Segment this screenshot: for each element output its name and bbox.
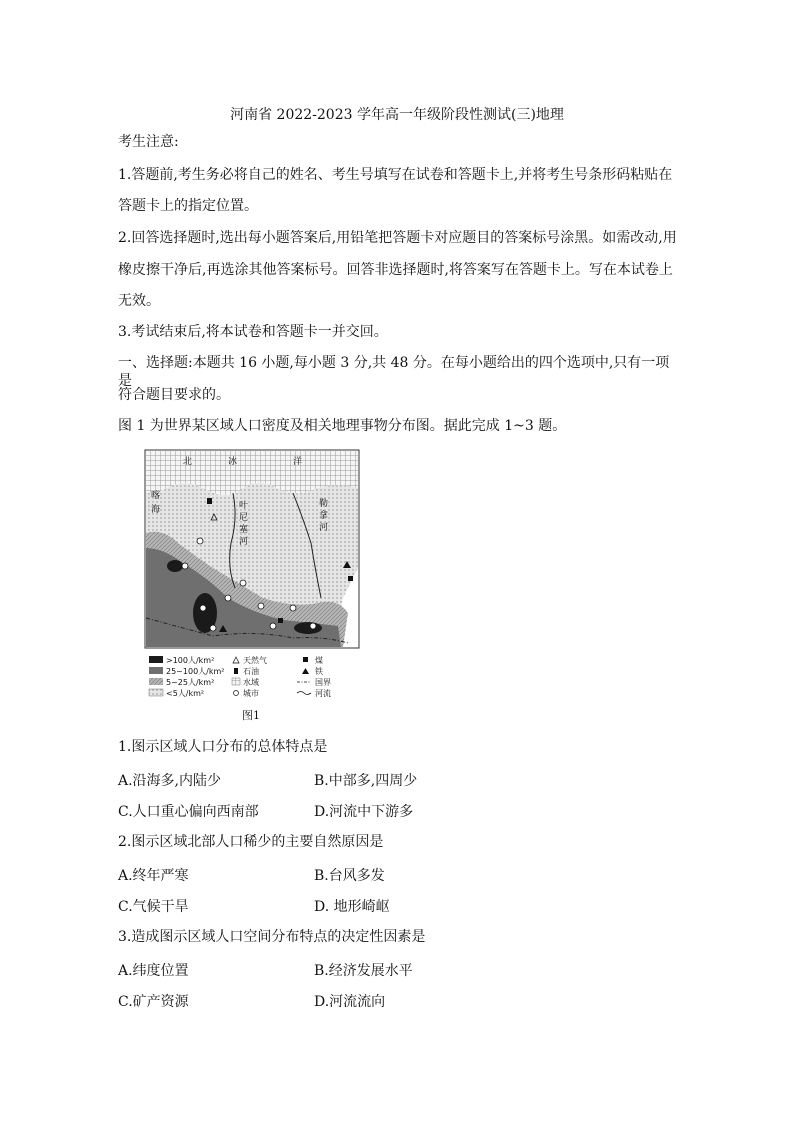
notice-line: 2.回答选择题时,选出每小题答案后,用铅笔把答题卡对应题目的答案标号涂黑。如需改动,用	[118, 230, 677, 246]
oil-symbol	[207, 498, 212, 504]
legend-swatch-d2	[149, 667, 163, 674]
map-svg	[143, 448, 363, 703]
city-marker	[225, 595, 231, 601]
map-label-yenisei: 叶	[239, 501, 249, 511]
option-c: C.气候干旱	[118, 899, 189, 915]
legend-coal: 煤	[315, 656, 323, 665]
notice-line: 答题卡上的指定位置。	[118, 198, 258, 214]
section-heading-cont: 符合题目要求的。	[118, 387, 230, 403]
map-legend	[149, 655, 331, 698]
population-density-map	[143, 448, 363, 703]
city-marker	[270, 623, 276, 629]
option-b: B.中部多,四周少	[314, 773, 418, 789]
legend-city-icon	[234, 691, 239, 696]
legend-oil-icon	[234, 668, 238, 674]
notice-line: 1.答题前,考生务必将自己的姓名、考生号填写在试卷和答题卡上,并将考生号条形码粘贴在	[118, 167, 673, 183]
legend-swatch-d4	[149, 689, 163, 696]
figure-label: 图1	[242, 709, 260, 722]
option-d: D.河流流向	[314, 994, 386, 1010]
map-label-yenisei: 塞	[239, 525, 249, 535]
map-label-yenisei: 尼	[239, 513, 249, 523]
question-intro: 图 1 为世界某区域人口密度及相关地理事物分布图。据此完成 1~3 题。	[118, 418, 567, 434]
city-marker	[310, 623, 316, 629]
notice-line: 橡皮擦干净后,再选涂其他答案标号。回答非选择题时,将答案写在答题卡上。写在本试卷上	[118, 262, 673, 278]
legend-city: 城市	[243, 689, 259, 698]
option-c: C.矿产资源	[118, 994, 189, 1010]
legend-gas: 天然气	[243, 656, 267, 665]
map-label-ice: 冰	[228, 457, 238, 467]
option-b: B.台风多发	[314, 868, 385, 884]
legend-iron-icon	[302, 668, 309, 674]
density-gt100	[167, 560, 183, 572]
map-label-lena: 勒	[319, 499, 329, 509]
legend-river-icon	[297, 692, 311, 695]
legend-d3: 5~25人/km²	[166, 678, 215, 687]
notice-line: 无效。	[118, 293, 160, 309]
map-label-sea: 喀	[151, 491, 161, 501]
coal-symbol	[348, 576, 353, 581]
legend-water-icon	[232, 678, 240, 685]
page-title: 河南省 2022-2023 学年高一年级阶段性测试(三)地理	[230, 107, 564, 123]
question-stem: 3.造成图示区域人口空间分布特点的决定性因素是	[118, 929, 426, 945]
legend-swatch-d1	[149, 656, 163, 663]
section-heading: 一、选择题:本题共 16 小题,每小题 3 分,共 48 分。在每小题给出的四个选项中,只有一项是	[118, 355, 670, 389]
city-marker	[240, 580, 246, 586]
map-label-sea: 海	[151, 505, 161, 515]
legend-d4: <5人/km²	[166, 689, 205, 698]
map-label-lena: 拿	[319, 511, 329, 521]
map-label-lena: 河	[319, 523, 329, 533]
notice-line: 3.考试结束后,将本试卷和答题卡一并交回。	[118, 324, 388, 340]
density-gt100	[294, 622, 322, 634]
city-marker	[258, 603, 264, 609]
city-marker	[290, 605, 296, 611]
legend-oil: 石油	[243, 667, 259, 676]
option-a: A.沿海多,内陆少	[118, 773, 222, 789]
option-c: C.人口重心偏向西南部	[118, 804, 259, 820]
map-label-yenisei: 河	[239, 537, 249, 547]
legend-coal-icon	[303, 657, 308, 662]
option-b: B.经济发展水平	[314, 963, 413, 979]
notice-heading: 考生注意:	[118, 134, 179, 150]
question-stem: 1.图示区域人口分布的总体特点是	[118, 739, 328, 755]
legend-river: 河流	[315, 689, 331, 698]
option-a: A.终年严寒	[118, 868, 189, 884]
option-d: D. 地形崎岖	[314, 899, 390, 915]
legend-iron: 铁	[315, 667, 323, 676]
option-a: A.纬度位置	[118, 963, 189, 979]
coal-symbol	[278, 618, 283, 623]
map-label-north: 北	[183, 457, 193, 467]
legend-d2: 25~100人/km²	[166, 667, 225, 676]
question-stem: 2.图示区域北部人口稀少的主要自然原因是	[118, 834, 384, 850]
option-d: D.河流中下游多	[314, 804, 414, 820]
legend-swatch-d3	[149, 678, 163, 685]
legend-gas-icon	[233, 657, 239, 663]
legend-water: 水域	[243, 678, 259, 687]
city-marker	[210, 625, 216, 631]
city-marker	[182, 563, 188, 569]
city-marker	[200, 605, 206, 611]
map-label-ocean: 洋	[293, 457, 303, 467]
legend-d1: >100人/km²	[166, 656, 215, 665]
city-marker	[197, 538, 203, 544]
legend-border: 国界	[315, 678, 331, 687]
